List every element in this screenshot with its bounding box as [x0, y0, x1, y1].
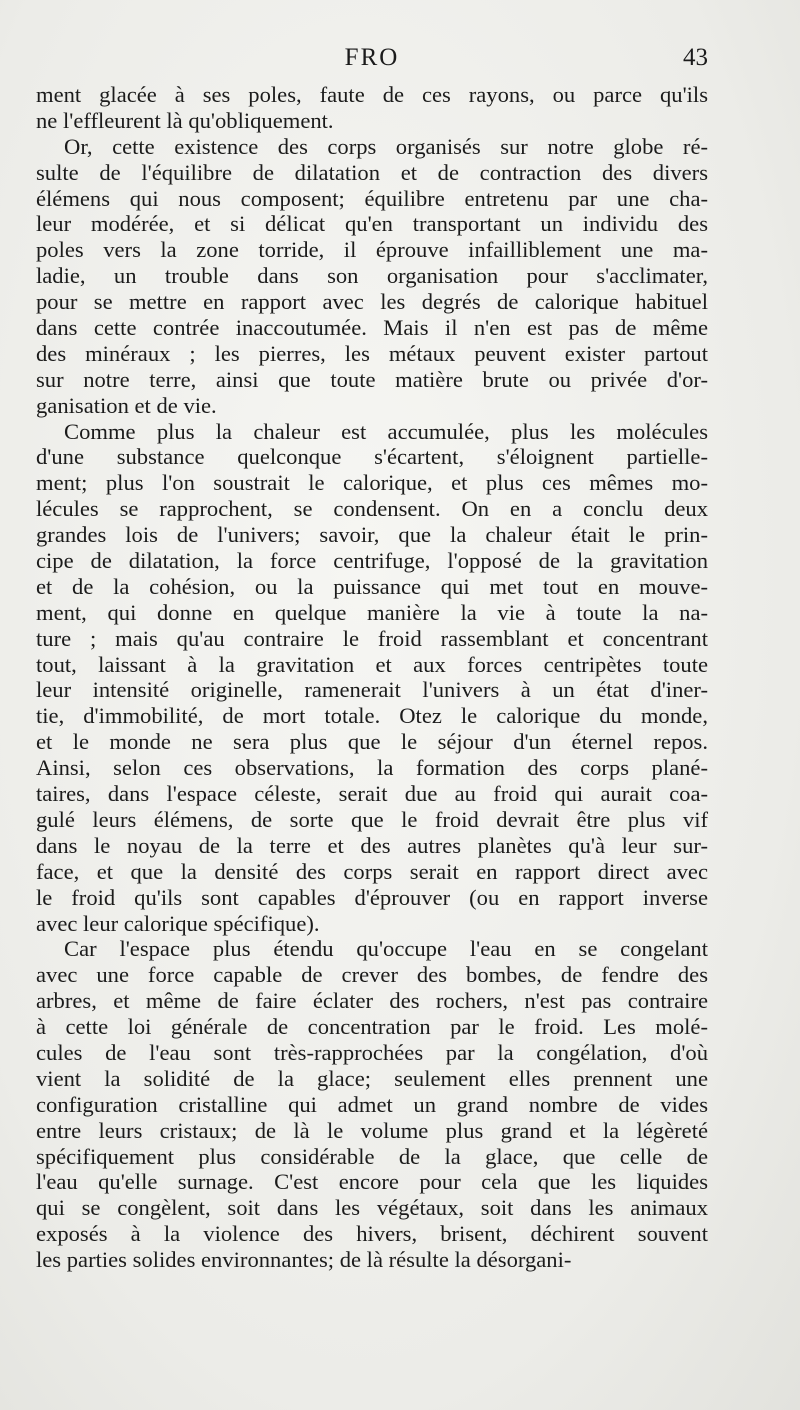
paragraph	[36, 419, 708, 937]
text-line: dans cette contrée inaccoutumée. Mais il n'en est pas de même	[36, 315, 708, 341]
text-line: et le monde ne sera plus que le séjour d'un éternel repos.	[36, 729, 708, 755]
paragraph	[36, 134, 708, 419]
text-line: ment glacée à ses poles, faute de ces rayons, ou parce qu'ils	[36, 82, 708, 107]
text-line: avec leur calorique spécifique).	[36, 910, 320, 936]
text-line: leur modérée, et si délicat qu'en transportant un individu des	[36, 211, 708, 237]
text-line: avec une force capable de crever des bombes, de fendre des	[36, 962, 708, 988]
text-line: spécifiquement plus considérable de la glace, que celle de	[36, 1143, 708, 1169]
text-line: cules de l'eau sont très-rapprochées par la congélation, d'où	[36, 1039, 708, 1065]
text-line: d'une substance quelconque s'écartent, s'éloignent partielle-	[36, 444, 708, 470]
page-header	[36, 44, 708, 84]
body-text	[36, 82, 708, 1273]
text-line: taires, dans l'espace céleste, serait due au froid qui aurait coa-	[36, 781, 708, 807]
text-line: Car l'espace plus étendu qu'occupe l'eau en se congelant	[64, 936, 708, 962]
text-line: tout, laissant à la gravitation et aux forces centripètes toute	[36, 651, 708, 677]
text-line: ne l'effleurent là qu'obliquement.	[36, 107, 334, 133]
text-line: le froid qu'ils sont capables d'éprouver (ou en rapport inverse	[36, 884, 708, 910]
text-line: dans le noyau de la terre et des autres planètes qu'à leur sur-	[36, 832, 708, 858]
text-line: et de la cohésion, ou la puissance qui met tout en mouve-	[36, 573, 708, 599]
paragraph	[36, 82, 708, 134]
text-line: l'eau qu'elle surnage. C'est encore pour cela que les liquides	[36, 1169, 708, 1195]
text-line: à cette loi générale de concentration par le froid. Les molé-	[36, 1014, 708, 1040]
text-line: poles vers la zone torride, il éprouve infailliblement une ma-	[36, 237, 708, 263]
text-line: grandes lois de l'univers; savoir, que la chaleur était le prin-	[36, 522, 708, 548]
text-line: ladie, un trouble dans son organisation pour s'acclimater,	[36, 263, 708, 289]
text-line: qui se congèlent, soit dans les végétaux, soit dans les animaux	[36, 1195, 708, 1221]
text-line: vient la solidité de la glace; seulement elles prennent une	[36, 1065, 708, 1091]
paragraph	[36, 936, 708, 1273]
text-line: tie, d'immobilité, de mort totale. Otez le calorique du monde,	[36, 703, 708, 729]
text-line: ment; plus l'on soustrait le calorique, et plus ces mêmes mo-	[36, 470, 708, 496]
page-number: 43	[683, 44, 708, 71]
text-line: face, et que la densité des corps serait en rapport direct avec	[36, 858, 708, 884]
text-line: configuration cristalline qui admet un grand nombre de vides	[36, 1091, 708, 1117]
text-line: leur intensité originelle, ramenerait l'univers à un état d'iner-	[36, 677, 708, 703]
text-line: les parties solides environnantes; de là résulte la désorgani-	[36, 1247, 572, 1273]
text-line: ture ; mais qu'au contraire le froid rassemblant et concentrant	[36, 625, 708, 651]
text-line: ganisation et de vie.	[36, 392, 217, 418]
text-line: Or, cette existence des corps organisés sur notre globe ré-	[64, 133, 708, 159]
text-line: entre leurs cristaux; de là le volume plus grand et la légèreté	[36, 1117, 708, 1143]
text-line: Ainsi, selon ces observations, la formation des corps plané-	[36, 755, 708, 781]
text-line: sur notre terre, ainsi que toute matière brute ou privée d'or-	[36, 366, 708, 392]
text-line: cipe de dilatation, la force centrifuge, l'opposé de la gravitation	[36, 548, 708, 574]
text-line: lécules se rapprochent, se condensent. On en a conclu deux	[36, 496, 708, 522]
text-line: des minéraux ; les pierres, les métaux peuvent exister partout	[36, 340, 708, 366]
text-line: ment, qui donne en quelque manière la vie à toute la na-	[36, 599, 708, 625]
text-line: gulé leurs élémens, de sorte que le froid devrait être plus vif	[36, 806, 708, 832]
text-line: arbres, et même de faire éclater des rochers, n'est pas contraire	[36, 988, 708, 1014]
text-line: sulte de l'équilibre de dilatation et de contraction des divers	[36, 159, 708, 185]
text-line: exposés à la violence des hivers, brisent, déchirent souvent	[36, 1221, 708, 1247]
running-head: FRO	[344, 44, 400, 71]
text-line: pour se mettre en rapport avec les degrés de calorique habituel	[36, 289, 708, 315]
text-line: élémens qui nous composent; équilibre entretenu par une cha-	[36, 185, 708, 211]
text-line: Comme plus la chaleur est accumulée, plus les molécules	[64, 418, 708, 444]
